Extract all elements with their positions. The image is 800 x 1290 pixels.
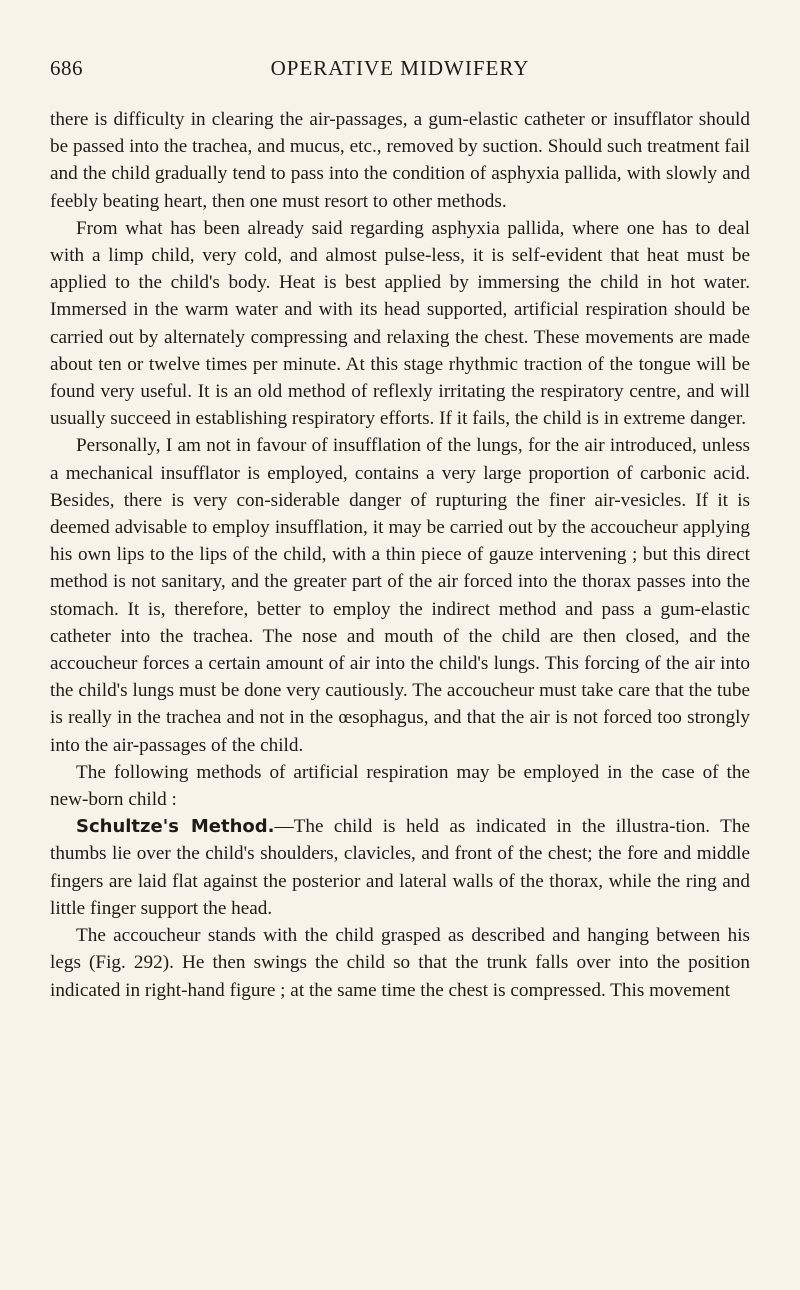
paragraph-methods-intro: The following methods of artificial respiration may be employed in the case of the new-born child : — [50, 761, 750, 811]
book-page — [50, 46, 750, 1004]
running-head — [50, 46, 750, 86]
section-heading-schultze: Schultze's Method. — [76, 816, 275, 838]
paragraph-schultze-method — [50, 813, 750, 922]
paragraph-accoucheur-swing: The accoucheur stands with the child grasped as described and hanging between his legs (Fig. 292). He then swings the child so that the trunk falls over into the position indicated in right-hand figure ; at the same time the chest is compressed. This movement — [50, 925, 750, 1001]
schultze-method-text: —The child is held as indicated in the illustra-tion. The thumbs lie over the child's shoulders, clavicles, and front of the chest; the fore and middle fingers are laid flat against the posterior and lateral walls of the thorax, while the ring and little finger support the head. — [50, 816, 751, 919]
paragraph-insufflation: Personally, I am not in favour of insufflation of the lungs, for the air introduced, unless a mechanical insufflator is employed, contains a very large proportion of carbonic acid. Besides, there is very con-siderable danger of rupturing the finer air-vesicles. If it is deemed advisable to employ insufflation, it may be carried out by the accoucheur applying his own lips to the lips of the child, with a thin piece of gauze intervening ; but this direct method is not sanitary, and the greater part of the air forced into the thorax passes into the stomach. It is, therefore, better to employ the indirect method and pass a gum-elastic catheter into the trachea. The nose and mouth of the child are then closed, and the accoucheur forces a certain amount of air into the child's lungs. This forcing of the air into the child's lungs must be done very cautiously. The accoucheur must take care that the tube is really in the trachea and not in the œsophagus, and that the air is not forced too strongly into the air-passages of the child. — [50, 435, 750, 756]
paragraph-continuation: there is difficulty in clearing the air-passages, a gum-elastic catheter or insufflator should be passed into the trachea, and mucus, etc., removed by suction. Should such treatment fail and the child gradually tend to pass into the condition of asphyxia pallida, with slowly and feebly beating heart, then one must resort to other methods. — [50, 109, 750, 212]
page-number: 686 — [50, 56, 83, 80]
running-title: OPERATIVE MIDWIFERY — [270, 56, 530, 80]
body-text — [50, 106, 750, 1004]
paragraph-asphyxia-pallida: From what has been already said regarding asphyxia pallida, where one has to deal with a limp child, very cold, and almost pulse-less, it is self-evident that heat must be applied to the child's body. Heat is best applied by immersing the child in hot water. Immersed in the warm water and with its head supported, artificial respiration should be carried out by alternately compressing and relaxing the chest. These movements are made about ten or twelve times per minute. At this stage rhythmic traction of the tongue will be found very useful. It is an old method of reflexly irritating the respiratory centre, and will usually succeed in establishing respiratory efforts. If it fails, the child is in extreme danger. — [50, 217, 750, 430]
